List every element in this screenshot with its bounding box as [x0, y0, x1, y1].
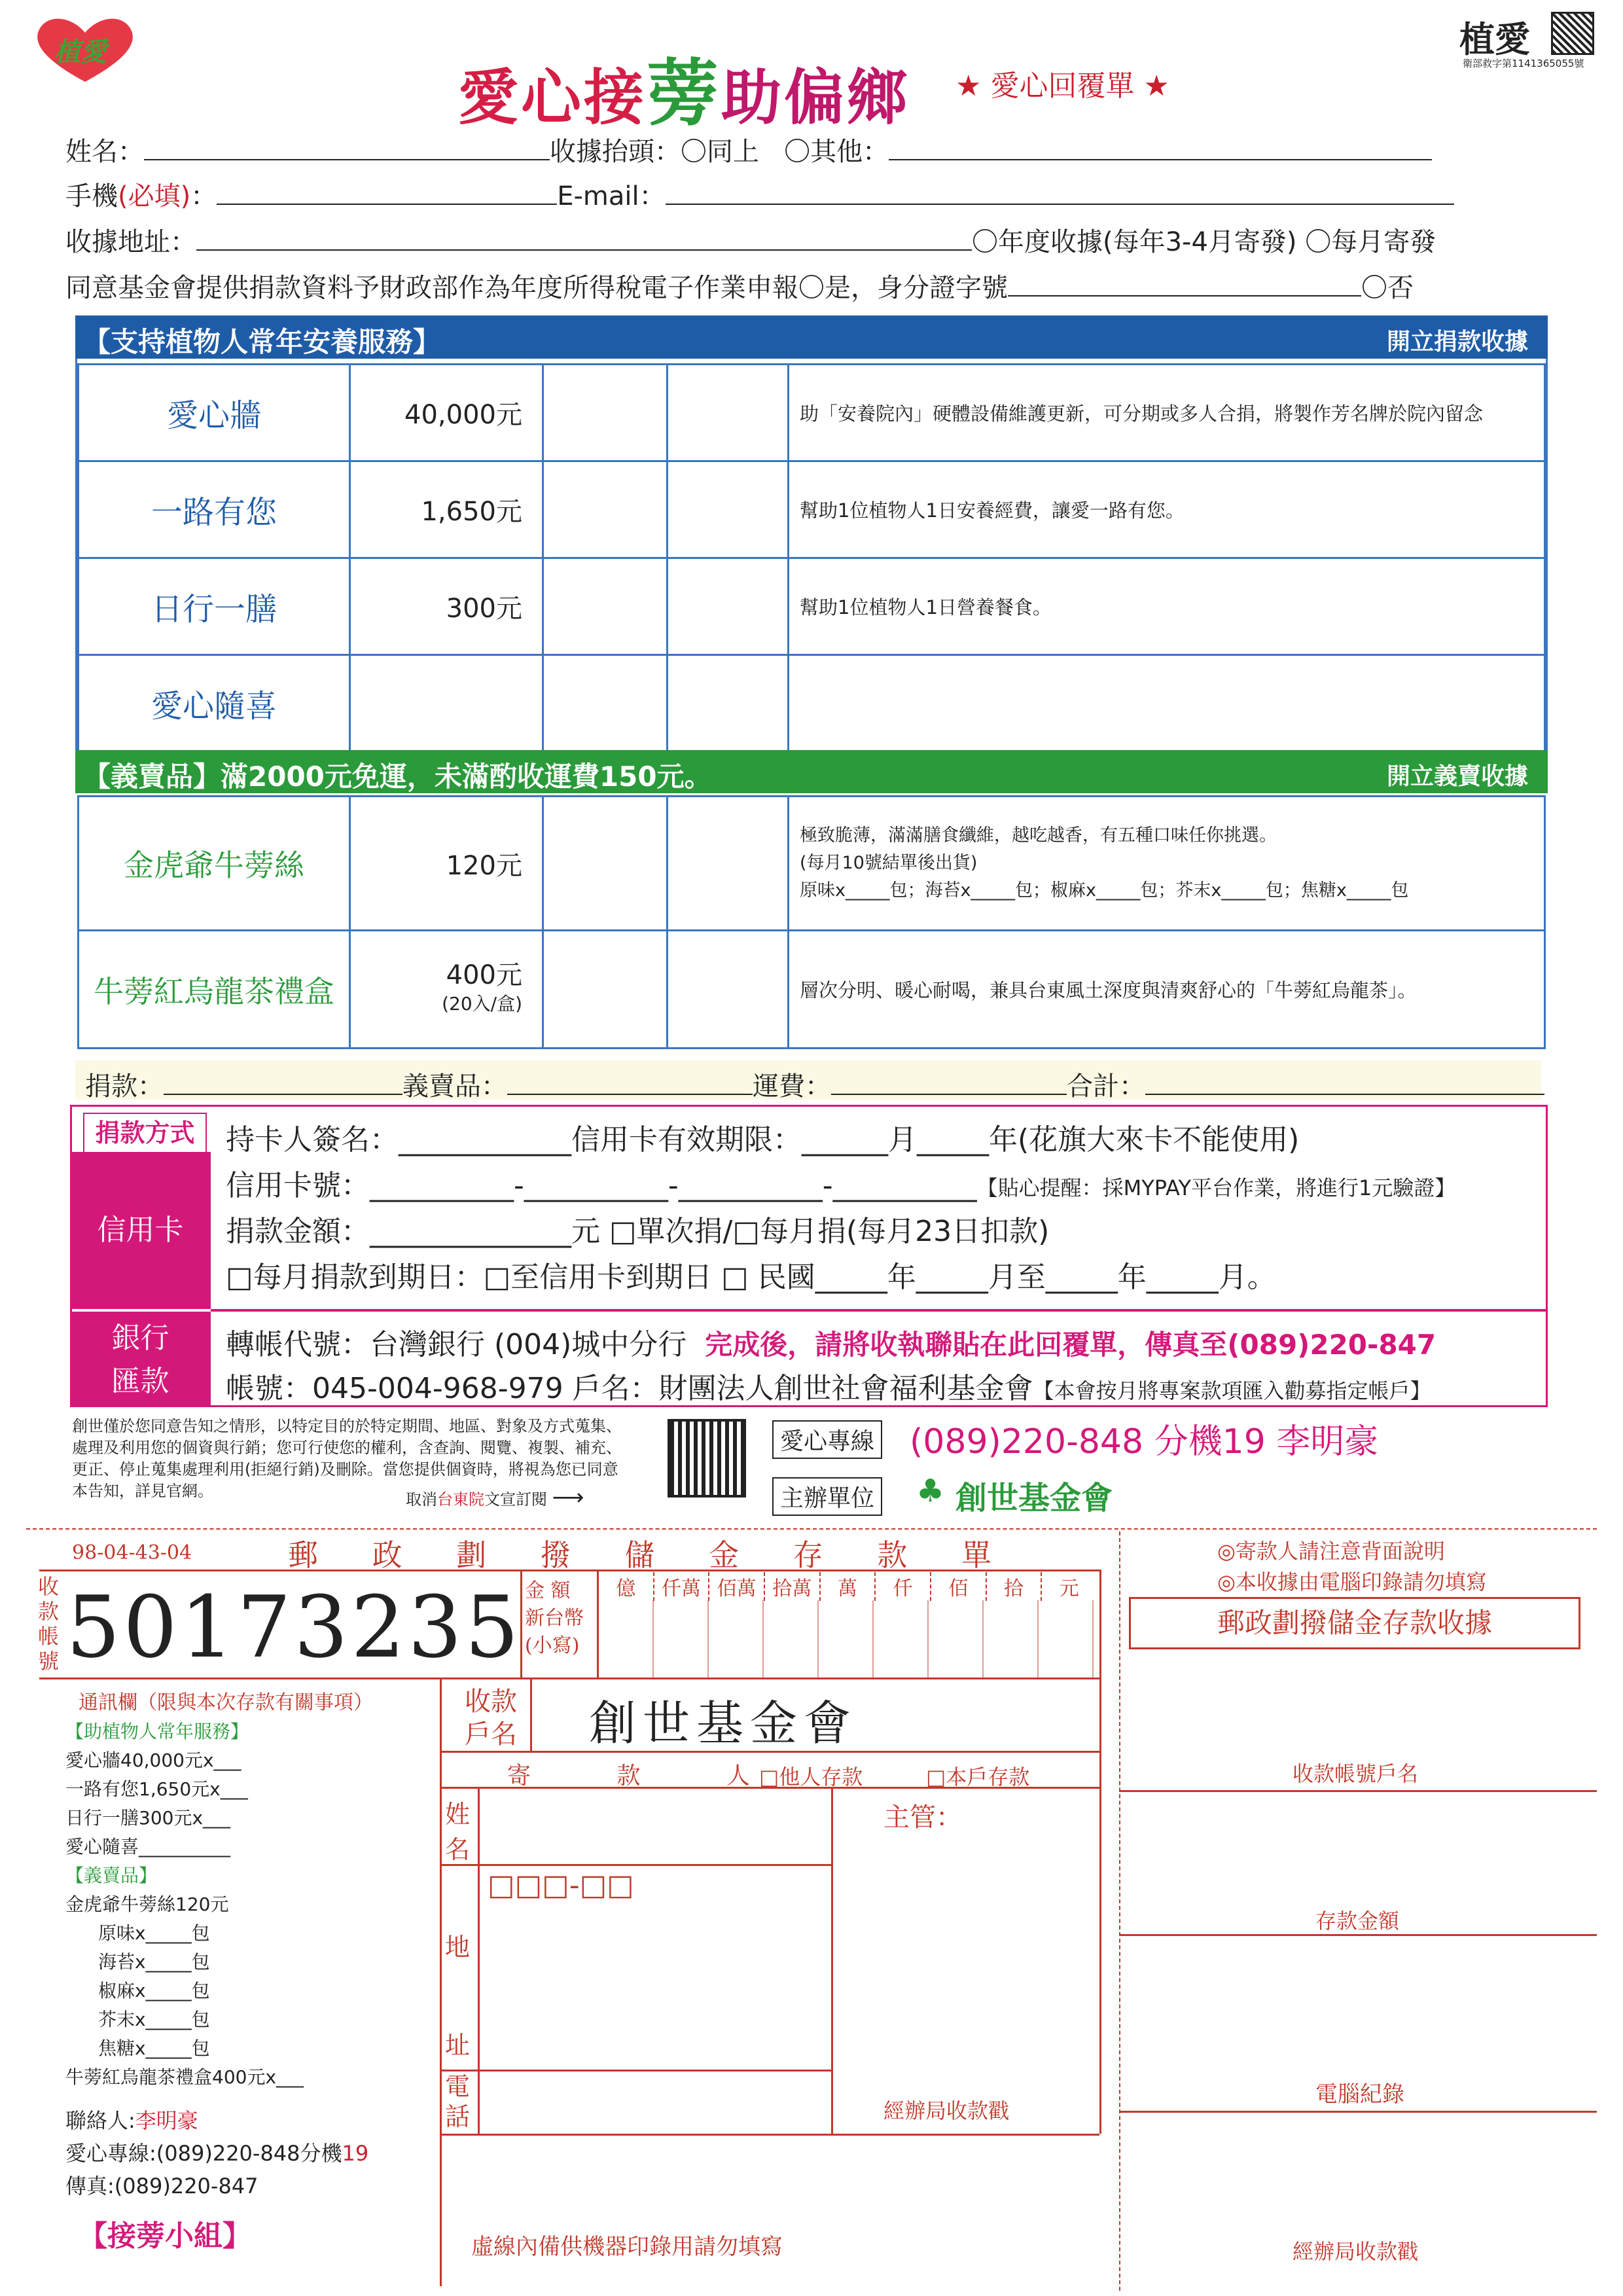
item-desc: 層次分明、暖心耐喝，兼具台東風土深度與清爽舒心的「牛蒡紅烏龍茶」。 — [789, 931, 1545, 1049]
license-number: 衛部救字第1141365055號 — [1463, 58, 1584, 69]
table-row — [79, 558, 1545, 655]
team-label: 【接蒡小組】 — [79, 2219, 251, 2253]
sender-phone-label: 電話 — [445, 2072, 471, 2131]
form-row-3: 收據地址： 〇年度收據(每年3-4月寄發) 〇每月寄發 — [65, 227, 1436, 257]
amount-cell[interactable] — [668, 655, 789, 752]
bank-label-block: 銀行 匯款 — [70, 1312, 211, 1407]
item-price: 1,650元 — [350, 461, 543, 558]
contact-block: 聯絡人:李明豪 愛心專線:(089)220-848分機19 傳真:(089)220-847 — [65, 2108, 369, 2198]
card-line-3[interactable]: 捐款金額：______________元 □單次捐/□每月捐(每月23日扣款) — [226, 1215, 1050, 1248]
item-price: 300元 — [350, 558, 543, 655]
item-price: 40,000元 — [350, 365, 543, 461]
item-price — [350, 655, 543, 752]
support-table — [77, 363, 1546, 753]
arrow-right-icon: ⟶ — [552, 1484, 584, 1511]
account-label: 收款帳號 — [38, 1574, 60, 1674]
item-name: 牛蒡紅烏龍茶禮盒 — [79, 931, 350, 1049]
deposit-self-checkbox[interactable]: □本戶存款 — [926, 1765, 1030, 1789]
shipping-field[interactable] — [831, 1094, 1067, 1095]
stamp-label: 經辦局收款戳 — [883, 2098, 1010, 2123]
bank-line-1: 轉帳代號：台灣銀行 (004)城中分行 完成後，請將收執聯貼在此回覆單，傳真至(089)220-847 — [226, 1328, 1436, 1361]
privacy-notice: 創世僅於您同意告知之情形，以特定目的於特定期間、地區、對象及方式蒐集、 處理及利用您的個資與行銷；您可行使您的權利，含查詢、閱覽、複製、補充、 更正、停止蒐集處理利用(拒絕行銷)及刪除。當您提供個資時，將視為您已同意 本告知，詳見官網。 — [72, 1417, 622, 1500]
item-desc — [789, 655, 1545, 752]
table-row — [79, 365, 1545, 461]
sale-section-header: 【義賣品】滿2000元免運，未滿酌收運費150元。 開立義賣收據 — [75, 750, 1548, 793]
sale-receipt-label: 開立義賣收據 — [1386, 763, 1528, 790]
right-amount-label: 存款金額 — [1315, 1909, 1400, 1933]
amount-cell[interactable] — [668, 365, 789, 461]
item-name: 愛心隨喜 — [79, 655, 350, 752]
amount-cell[interactable] — [668, 931, 789, 1049]
item-name: 一路有您 — [79, 461, 350, 558]
sender-name-label: 姓名 — [445, 1800, 471, 1864]
sender-label: 寄 款 人 — [507, 1763, 789, 1789]
flavor-quantities[interactable]: 原味x_____包；海苔x_____包；椒麻x_____包；芥末x_____包；焦糖x_____包 — [800, 880, 1409, 901]
deposit-other-checkbox[interactable]: □他人存款 — [759, 1765, 863, 1789]
monthly-receipt-radio[interactable]: 〇每月寄發 — [1305, 227, 1436, 257]
table-row — [79, 655, 1545, 752]
brand-heart-logo — [29, 13, 141, 85]
consent-no-radio[interactable]: 〇否 — [1361, 273, 1414, 303]
form-row-2: 手機(必填)： E-mail： — [65, 175, 1454, 213]
receipt-same-radio[interactable]: 〇同上 — [681, 137, 759, 167]
logo-text: 植愛 — [54, 37, 107, 67]
supervisor-label: 主管： — [883, 1803, 962, 1833]
donation-receipt-label: 開立捐款收據 — [1386, 329, 1528, 355]
sender-address-field[interactable] — [481, 1905, 828, 2068]
id-number-field[interactable] — [1008, 295, 1361, 296]
item-name: 愛心牆 — [79, 365, 350, 461]
slip-code: 98-04-43-04 — [72, 1541, 192, 1564]
qty-cell[interactable] — [543, 931, 668, 1049]
amount-cell[interactable] — [668, 797, 789, 931]
card-line-2 — [226, 1162, 1455, 1204]
amount-cell[interactable] — [668, 558, 789, 655]
table-row — [79, 931, 1545, 1049]
payee-label: 收款戶名 — [465, 1687, 517, 1749]
donation-total-field[interactable] — [164, 1094, 402, 1095]
hotline-value: (089)220-848 分機19 李明豪 — [910, 1422, 1379, 1462]
card-line-1[interactable]: 持卡人簽名：____________信用卡有效期限：______月_____年(花旗大來卡不能使用) — [226, 1123, 1300, 1157]
amount-units: 億 仟萬 佰萬 拾萬 萬 仟 佰 拾 元 — [599, 1572, 1096, 1601]
payment-method-tab: 捐款方式 — [83, 1113, 207, 1153]
right-record-label: 電腦紀錄 — [1315, 2081, 1404, 2108]
organizer-logo-icon: ♣ — [916, 1473, 945, 1509]
item-price: 120元 — [350, 797, 543, 931]
amount-cell[interactable] — [668, 461, 789, 558]
unsubscribe-link[interactable]: 取消台東院文宣訂閱 ⟶ — [406, 1484, 584, 1511]
account-number: 50173235 — [66, 1577, 520, 1677]
slip-note-2: ◎本收據由電腦印錄請勿填寫 — [1217, 1570, 1487, 1594]
sender-phone-field[interactable] — [481, 2072, 828, 2130]
hotline-label: 愛心專線 — [772, 1420, 882, 1459]
sender-name-field[interactable] — [481, 1790, 828, 1862]
slip-cut-line — [26, 1528, 1597, 1530]
star-icon: ★ — [1143, 69, 1169, 103]
annual-receipt-radio[interactable]: 〇年度收據(每年3-4月寄發) — [972, 227, 1297, 257]
receipt-other-radio[interactable]: 〇其他： — [784, 137, 889, 167]
sale-total-field[interactable] — [507, 1094, 753, 1095]
right-payee-label: 收款帳號戶名 — [1293, 1761, 1419, 1786]
page-title: 愛心接蒡助偏鄉 — [458, 52, 910, 135]
qty-cell[interactable] — [543, 797, 668, 931]
email-field[interactable] — [666, 204, 1454, 205]
slip-note-1: ◎寄款人請注意背面說明 — [1217, 1539, 1445, 1564]
sender-address-label: 地址 — [445, 1933, 471, 2060]
brand-mark: 植愛 — [1459, 19, 1530, 60]
payment-divider — [211, 1309, 1546, 1312]
receipt-title-box: 郵政劃撥儲金存款收據 — [1129, 1597, 1580, 1649]
message-column: 通訊欄（限與本次存款有關事項） 【助植物人常年服務】 愛心牆40,000元x___ 一路有您1,650元x___ 日行一膳300元x___ 愛心隨喜__________ 【義賣品】 金虎爺牛蒡絲120元 原味x_____包 海苔x_____包 椒麻x_____包 芥末x_____包 焦糖x_____包 牛蒡紅烏龍茶禮盒400元x___ — [65, 1691, 373, 2088]
bank-line-2: 帳號：045-004-968-979 戶名：財團法人創世社會福利基金會【本會按月將專案款項匯入勸募指定帳戶】 — [226, 1372, 1431, 1405]
table-row — [79, 797, 1545, 931]
item-name: 金虎爺牛蒡絲 — [79, 797, 350, 931]
item-desc: 極致脆薄，滿滿膳食纖維，越吃越香，有五種口味任你挑選。 (每月10號結單後出貨) 原味x_____包；海苔x_____包；椒麻x_____包；芥末x_____包；焦糖x_____包 — [789, 797, 1545, 931]
amount-label: 金 額 新台幣 (小寫) — [525, 1579, 584, 1657]
slip-title: 郵 政 劃 撥 儲 金 存 款 單 — [288, 1537, 1014, 1573]
table-row — [79, 461, 1545, 558]
qr-icon — [1551, 12, 1594, 55]
card-line-4[interactable]: □每月捐款到期日：□至信用卡到期日 □ 民國_____年_____月至_____年_____月。 — [226, 1261, 1276, 1294]
machine-note: 虛線內備供機器印錄用請勿填寫 — [471, 2234, 783, 2260]
form-row-1: 姓名： 收據抬頭：〇同上 〇其他： — [65, 131, 1432, 168]
item-desc: 幫助1位植物人1日營養餐食。 — [789, 558, 1545, 655]
item-desc: 助「安養院內」硬體設備維護更新，可分期或多人合捐，將製作芳名牌於院內留念 — [789, 365, 1545, 461]
payee-name: 創世基金會 — [589, 1696, 858, 1751]
name-field[interactable] — [144, 159, 550, 160]
postcode-boxes[interactable]: □□□-□□ — [488, 1869, 634, 1902]
support-section-header: 【支持植物人常年安養服務】 開立捐款收據 — [75, 315, 1548, 359]
item-desc: 幫助1位植物人1日安養經費，讓愛一路有您。 — [789, 461, 1545, 558]
sale-table — [77, 795, 1546, 1049]
credit-card-label-block: 信用卡 — [70, 1152, 211, 1309]
form-row-4: 同意基金會提供捐款資料予財政部作為年度所得稅電子作業申報〇是，身分證字號 〇否 — [65, 273, 1414, 303]
organizer-value: 創世基金會 — [955, 1480, 1113, 1516]
qty-cell[interactable] — [543, 365, 668, 461]
totals-row: 捐款： 義賣品： 運費： 合計： — [85, 1066, 1544, 1103]
card-tip: 【貼心提醒：採MYPAY平台作業，將進行1元驗證】 — [976, 1175, 1456, 1200]
fax-notice: 完成後，請將收執聯貼在此回覆單，傳真至(089)220-847 — [705, 1329, 1436, 1361]
right-stamp-label: 經辦局收款戳 — [1293, 2239, 1419, 2264]
grand-total-field[interactable] — [1145, 1094, 1544, 1095]
address-field[interactable] — [196, 249, 972, 251]
subtitle: ★ 愛心回覆單 ★ — [955, 69, 1169, 103]
mobile-field[interactable] — [217, 204, 557, 205]
item-name: 日行一膳 — [79, 558, 350, 655]
qr-code-icon[interactable] — [668, 1419, 746, 1498]
qty-cell[interactable] — [543, 461, 668, 558]
qty-cell[interactable] — [543, 655, 668, 752]
star-icon: ★ — [955, 69, 982, 103]
receipt-other-field[interactable] — [889, 159, 1432, 160]
amount-digit-boxes[interactable] — [599, 1600, 1096, 1677]
card-number-field[interactable]: 信用卡號：__________-__________-__________-__________ — [226, 1169, 977, 1202]
qty-cell[interactable] — [543, 558, 668, 655]
item-price: 400元 (20入/盒) — [350, 931, 543, 1049]
organizer-label: 主辦單位 — [772, 1477, 882, 1516]
